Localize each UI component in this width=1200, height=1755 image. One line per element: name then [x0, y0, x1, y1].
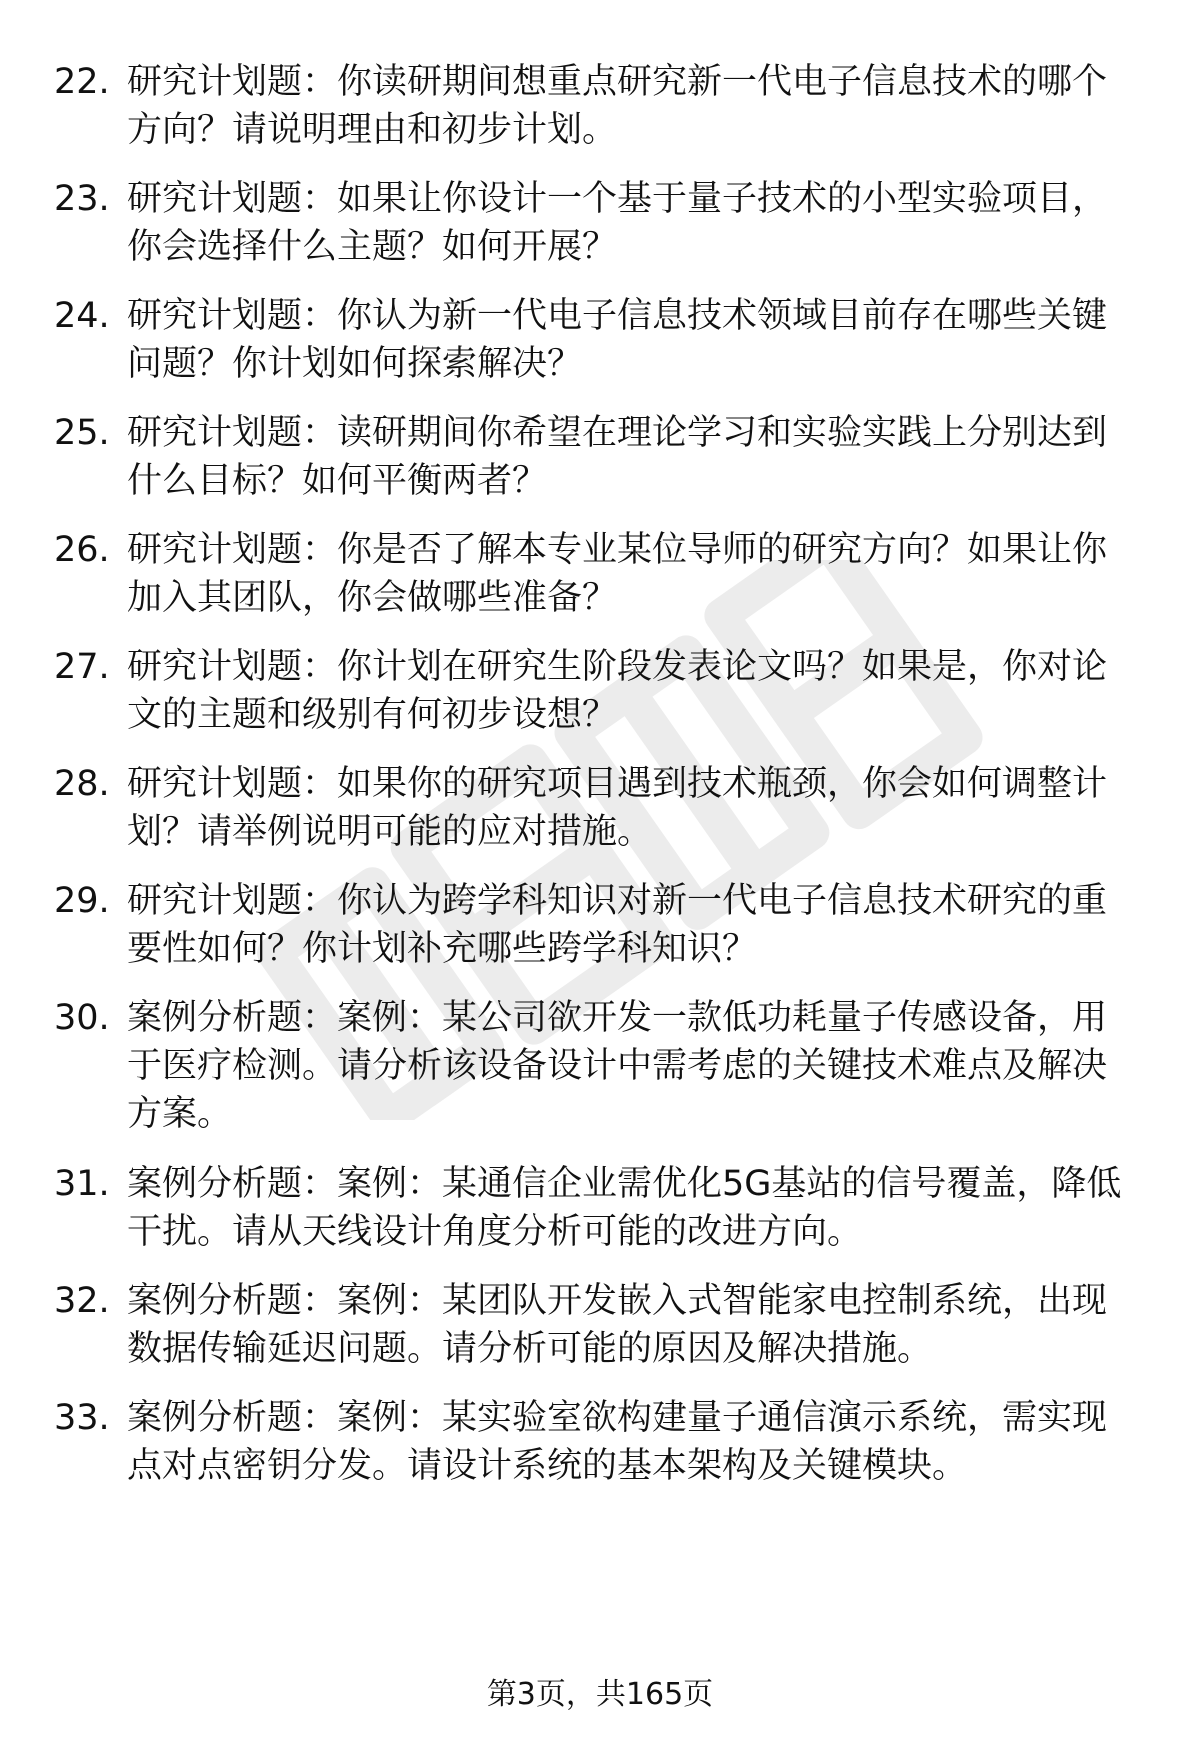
question-text	[127, 526, 1167, 622]
question-text-line: 研究计划题：读研期间你希望在理论学习和实验实践上分别达到	[127, 413, 1108, 453]
question-text-line: 研究计划题：如果让你设计一个基于量子技术的小型实验项目，	[127, 179, 1108, 219]
question-text	[127, 175, 1167, 271]
question-text	[127, 409, 1167, 505]
question-text	[127, 643, 1167, 739]
question-text-line: 加入其团队，你会做哪些准备？	[127, 578, 618, 618]
question-text-line: 方向？请说明理由和初步计划。	[127, 110, 618, 150]
question-text-line: 什么目标？如何平衡两者？	[127, 461, 548, 501]
question-number: 33.	[54, 1398, 110, 1438]
question-text-line: 你会选择什么主题？如何开展？	[127, 227, 618, 267]
question-number: 31.	[54, 1164, 110, 1204]
question-text-line: 问题？你计划如何探索解决？	[127, 344, 583, 384]
question-text-line: 研究计划题：你认为新一代电子信息技术领域目前存在哪些关键	[127, 296, 1108, 336]
question-text-line: 研究计划题：你读研期间想重点研究新一代电子信息技术的哪个	[127, 62, 1108, 102]
question-text	[127, 1277, 1167, 1373]
question-text-line: 案例分析题：案例：某公司欲开发一款低功耗量子传感设备，用	[127, 998, 1108, 1038]
page-indicator: 第3页，共165页	[486, 1677, 714, 1712]
question-text-line: 研究计划题：你是否了解本专业某位导师的研究方向？如果让你	[127, 530, 1108, 570]
question-number: 24.	[54, 296, 110, 336]
question-text-line: 方案。	[127, 1094, 233, 1134]
question-text	[127, 58, 1167, 154]
question-text	[127, 994, 1167, 1138]
question-number: 30.	[54, 998, 110, 1038]
question-text-line: 点对点密钥分发。请设计系统的基本架构及关键模块。	[127, 1446, 968, 1486]
question-text	[127, 1394, 1167, 1490]
question-text	[127, 760, 1167, 856]
question-text-line: 案例分析题：案例：某团队开发嵌入式智能家电控制系统，出现	[127, 1281, 1108, 1321]
question-text	[127, 877, 1167, 973]
question-text-line: 数据传输延迟问题。请分析可能的原因及解决措施。	[127, 1329, 933, 1369]
question-text-line: 文的主题和级别有何初步设想？	[127, 695, 618, 735]
question-text-line: 于医疗检测。请分析该设备设计中需考虑的关键技术难点及解决	[127, 1046, 1108, 1086]
question-text-line: 划？请举例说明可能的应对措施。	[127, 812, 653, 852]
question-number: 32.	[54, 1281, 110, 1321]
question-number: 28.	[54, 764, 110, 804]
question-text-line: 干扰。请从天线设计角度分析可能的改进方向。	[127, 1212, 863, 1252]
question-text-line: 案例分析题：案例：某通信企业需优化5G基站的信号覆盖，降低	[127, 1164, 1122, 1204]
question-text	[127, 292, 1167, 388]
question-text-line: 研究计划题：你认为跨学科知识对新一代电子信息技术研究的重	[127, 881, 1108, 921]
question-text-line: 案例分析题：案例：某实验室欲构建量子通信演示系统，需实现	[127, 1398, 1108, 1438]
question-number: 22.	[54, 62, 110, 102]
question-text-line: 要性如何？你计划补充哪些跨学科知识？	[127, 929, 758, 969]
question-text	[127, 1160, 1167, 1256]
question-number: 26.	[54, 530, 110, 570]
question-text-line: 研究计划题：如果你的研究项目遇到技术瓶颈，你会如何调整计	[127, 764, 1108, 804]
question-number: 25.	[54, 413, 110, 453]
question-number: 29.	[54, 881, 110, 921]
question-number: 23.	[54, 179, 110, 219]
question-number: 27.	[54, 647, 110, 687]
question-text-line: 研究计划题：你计划在研究生阶段发表论文吗？如果是，你对论	[127, 647, 1108, 687]
